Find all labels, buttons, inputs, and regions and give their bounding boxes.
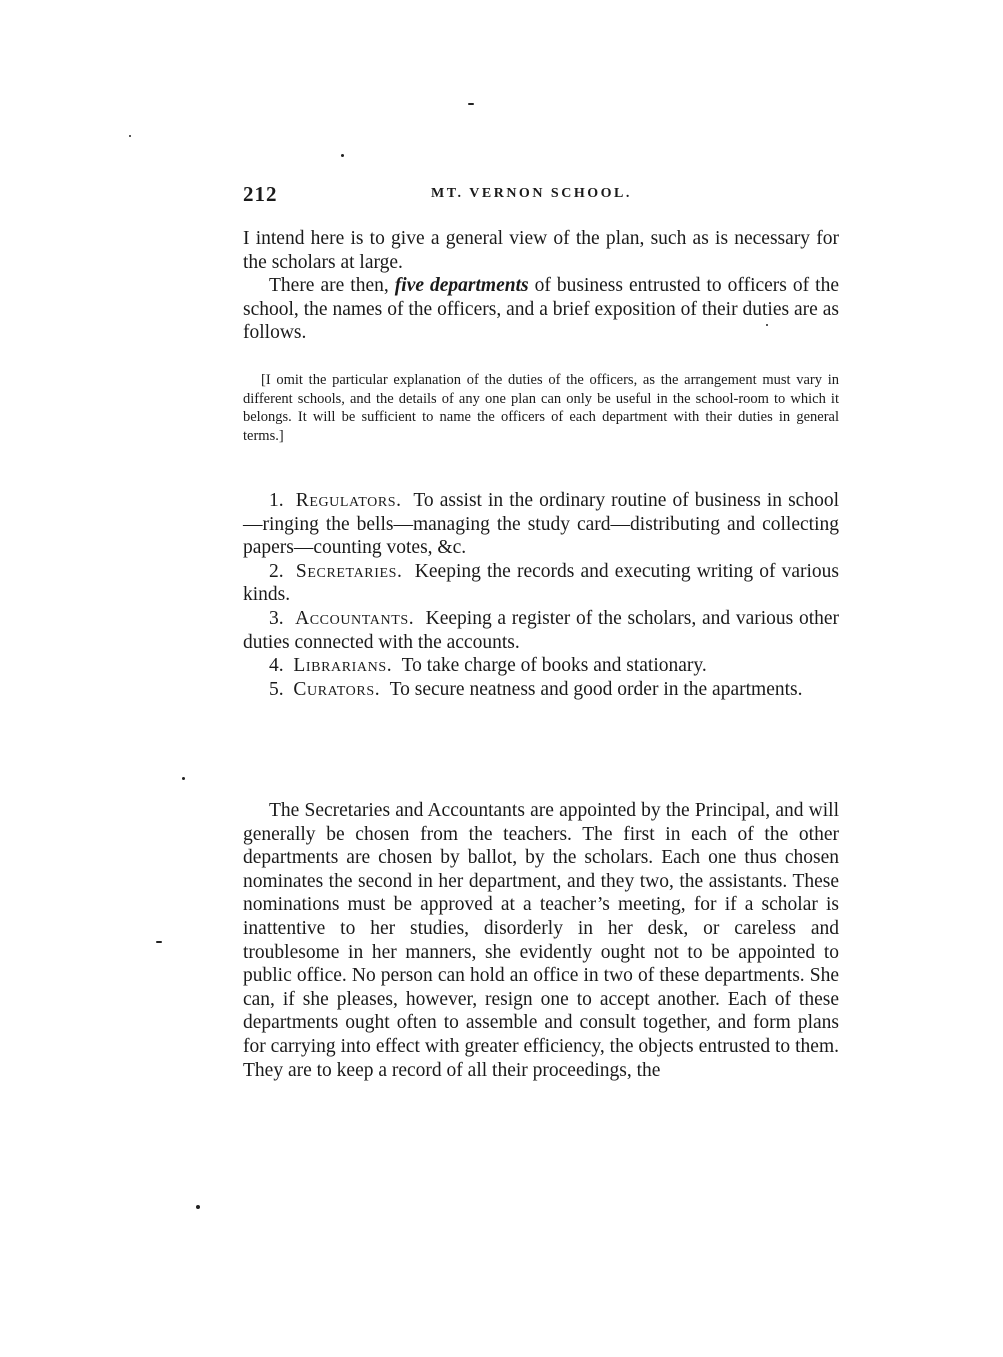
list-item bbox=[243, 678, 839, 702]
list-item bbox=[243, 654, 839, 678]
department-description: Keeping a register of the scholars, and various other duties connected with the accounts. bbox=[243, 607, 840, 653]
page-header bbox=[243, 182, 839, 212]
list-item bbox=[243, 607, 839, 654]
departments-intro-paragraph bbox=[243, 274, 839, 345]
item-number: 3. bbox=[269, 607, 284, 629]
department-name: Regulators. bbox=[295, 490, 402, 511]
intro-text-end: of business entrusted to officers of the school, the names of the officers, and a brief exposition of their duties are as follows. bbox=[243, 275, 839, 344]
intro-emphasis: five departments bbox=[394, 275, 529, 297]
scan-speck bbox=[182, 777, 185, 780]
department-name: Secretaries. bbox=[295, 560, 403, 582]
bracket-note bbox=[243, 371, 839, 445]
closing-paragraph: The Secretaries and Accountants are appointed by the Principal, and will generally be chosen from the teachers. The first in each of the other departments are chosen by ballot, by the scholars. Each one thus chosen nominates the second in her department, and they two, the assistants. These nominations must be approved at a teacher’s meeting, for if a scholar is inattentive to her studies, disorderly in her desk, or careless and troublesome in her manners, she evidently ought not to be appointed to public office. No person can hold an office in two of these departments. She can, if she pleases, however, resign one to accept another. Each of these departments ought often to assemble and consult together, and form plans for carrying into effect with greater efficiency, the objects entrusted to them. They are to keep a record of all their proceedings, the bbox=[243, 800, 839, 1081]
closing-section bbox=[243, 799, 839, 1082]
scan-speck bbox=[129, 135, 131, 137]
item-number: 5. bbox=[269, 678, 284, 700]
intro-paragraph: I intend here is to give a general view of the plan, such as is necessary for the scholars at large. bbox=[243, 228, 839, 273]
scan-speck bbox=[468, 103, 474, 105]
department-description: Keeping the records and executing writing of various kinds. bbox=[243, 560, 840, 606]
department-description: To take charge of books and stationary. bbox=[401, 655, 707, 677]
item-number: 1. bbox=[269, 490, 284, 511]
scan-speck bbox=[196, 1205, 200, 1209]
scan-speck bbox=[156, 941, 162, 943]
intro-section bbox=[243, 227, 839, 345]
item-number: 2. bbox=[269, 560, 284, 582]
list-item bbox=[243, 560, 839, 607]
running-head: MT. VERNON SCHOOL. bbox=[431, 186, 632, 201]
list-item bbox=[243, 489, 839, 560]
item-number: 4. bbox=[269, 655, 284, 677]
department-description: To assist in the ordinary routine of business in school—ringing the bells—managing the study card—distributing and collecting papers—counting votes, &c. bbox=[243, 490, 839, 559]
department-name: Accountants. bbox=[295, 607, 415, 629]
page-number: 212 bbox=[243, 182, 278, 206]
departments-list bbox=[243, 489, 839, 701]
note-text: [I omit the particular explanation of the duties of the officers, as the arrangement must vary in different schools, and the details of any one plan can only be useful in the school-room to which it belongs. It will be sufficient to name the officers of each department with their duties in general terms.] bbox=[243, 372, 839, 444]
department-name: Librarians. bbox=[293, 655, 393, 677]
department-name: Curators. bbox=[293, 678, 381, 700]
department-description: To secure neatness and good order in the apartments. bbox=[389, 678, 803, 700]
intro-text-start: There are then, bbox=[269, 275, 395, 297]
scan-speck bbox=[341, 154, 344, 157]
